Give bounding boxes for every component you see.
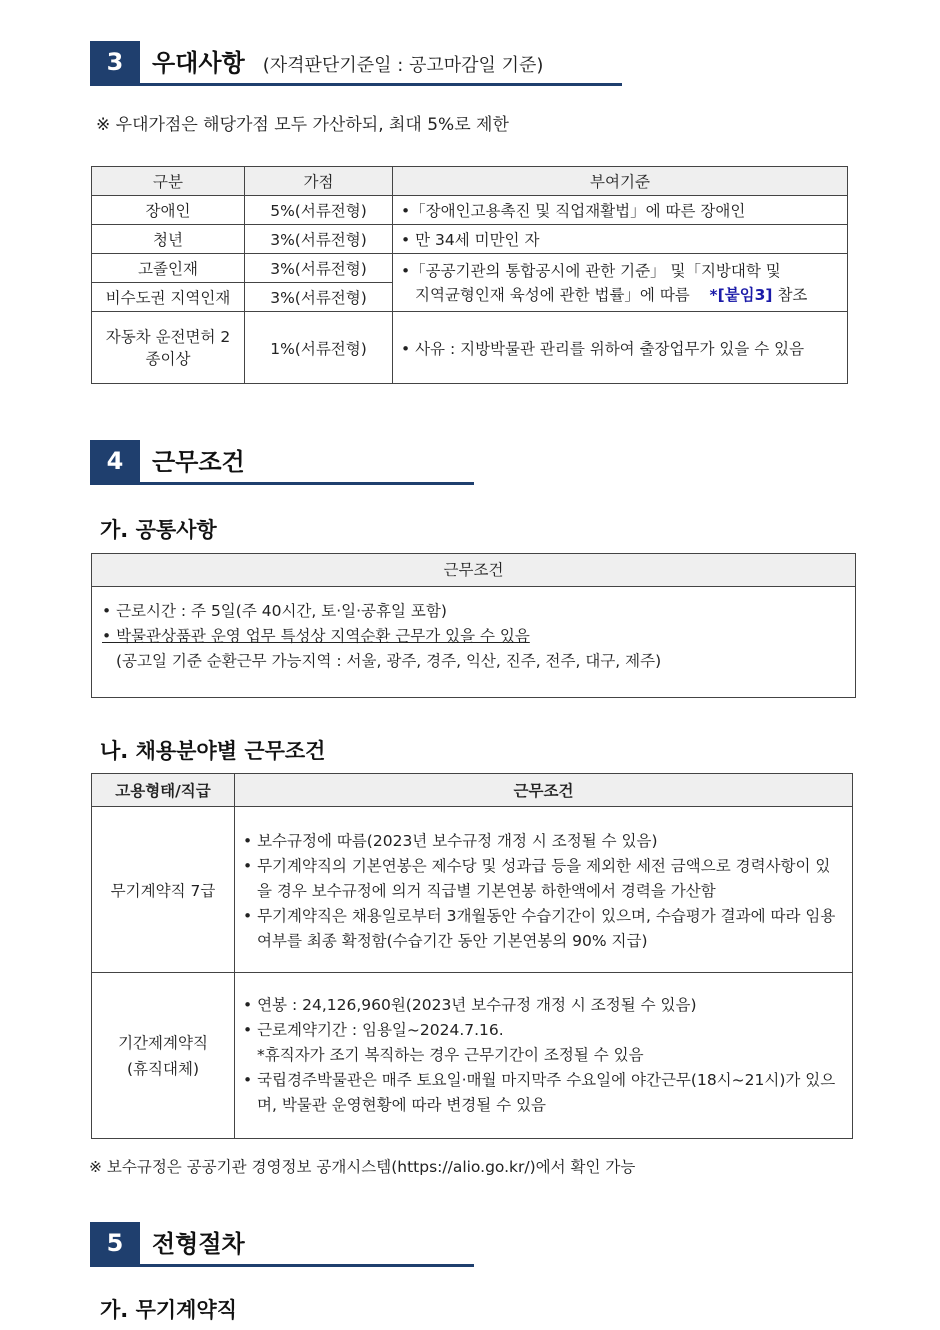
section-number: 3 xyxy=(90,41,140,83)
subheading-common: 가. 공통사항 xyxy=(100,518,217,542)
work-conditions-table xyxy=(91,773,853,1139)
section-title: 근무조건 xyxy=(152,448,245,476)
attachment-ref: *[붙임3] xyxy=(709,285,773,304)
col-header-points: 가점 xyxy=(245,167,393,196)
section-underline xyxy=(90,482,474,485)
section-underline xyxy=(90,83,622,86)
subheading-permanent: 가. 무기계약직 xyxy=(100,1298,238,1322)
list-item: • 보수규정에 따름(2023년 보수규정 개정 시 조정될 수 있음) xyxy=(243,832,658,850)
section-number: 5 xyxy=(90,1222,140,1264)
section-title: 우대사항 (자격판단기준일 : 공고마감일 기준) xyxy=(152,49,544,77)
list-item-subnote: *휴직자가 조기 복직하는 경우 근무기간이 조정될 수 있음 xyxy=(257,1046,644,1064)
table-row: 자동차 운전면허 2종이상 1%(서류전형) • 사유 : 지방박물관 관리를 위하여 출장업무가 있을 수 있음 xyxy=(92,312,848,384)
list-item: • 근로시간 : 주 5일(주 40시간, 토·일·공휴일 포함) xyxy=(102,602,447,620)
table-row: 기간제계약직 (휴직대체) • 연봉 : 24,126,960원(2023년 보수규정 개정 시 조정될 수 있음) • 근로계약기간 : 임용일~2024.7.16. *휴직자가 조기 복직하는 경우 근무기간이 조정될 수 있음 • 국립경주박물관은 매주 토요일·매월 마지막주 수요일에 야간근무(18시~21시)가 있으며, 박물관 운영현황에 따라 변경될 수 있음 xyxy=(92,973,853,1139)
section-subtitle: (자격판단기준일 : 공고마감일 기준) xyxy=(262,55,544,76)
list-item: • 박물관상품관 운영 업무 특성상 지역순환 근무가 있을 수 있음 xyxy=(102,627,530,645)
list-item: • 무기계약직의 기본연봉은 제수당 및 성과급 등을 제외한 세전 금액으로 경력사항이 있을 경우 보수규정에 의거 직급별 기본연봉 하한액에서 경력을 가산함 xyxy=(243,857,831,900)
table-row: 무기계약직 7급 • 보수규정에 따름(2023년 보수규정 개정 시 조정될 수 있음) • 무기계약직의 기본연봉은 제수당 및 성과급 등을 제외한 세전 금액으로 경력사항이 있을 경우 보수규정에 의거 직급별 기본연봉 하한액에서 경력을 가산함 • 무기계약직은 채용일로부터 3개월동안 수습기간이 있으며, 수습평가 결과에 따라 임용 여부를 최종 확정함(수습기간 동안 기본연봉의 90% 지급) xyxy=(92,807,853,973)
subheading-by-field: 나. 채용분야별 근무조건 xyxy=(100,739,326,763)
table-row: 청년 3%(서류전형) • 만 34세 미만인 자 xyxy=(92,225,848,254)
bonus-table xyxy=(91,166,848,384)
list-item: • 국립경주박물관은 매주 토요일·매월 마지막주 수요일에 야간근무(18시~21시)가 있으며, 박물관 운영현황에 따라 변경될 수 있음 xyxy=(243,1071,836,1114)
col-header-conditions: 근무조건 xyxy=(235,774,853,807)
col-header-category: 구분 xyxy=(92,167,245,196)
list-item: • 연봉 : 24,126,960원(2023년 보수규정 개정 시 조정될 수 있음) xyxy=(243,996,697,1014)
col-header-criteria: 부여기준 xyxy=(393,167,848,196)
merged-criteria: •「공공기관의 통합공시에 관한 기준」 및「지방대학 및 지역균형인재 육성에 관한 법률」에 따름 *[붙임3] 참조 xyxy=(393,254,848,312)
common-conditions-box xyxy=(91,553,856,698)
col-header-type: 고용형태/직급 xyxy=(92,774,235,807)
table-row: 장애인 5%(서류전형) •「장애인고용촉진 및 직업재활법」에 따른 장애인 xyxy=(92,196,848,225)
bonus-note: ※ 우대가점은 해당가점 모두 가산하되, 최대 5%로 제한 xyxy=(96,115,509,135)
section-number: 4 xyxy=(90,440,140,482)
list-item: • 근로계약기간 : 임용일~2024.7.16. xyxy=(243,1021,504,1039)
pay-footnote: ※ 보수규정은 공공기관 경영정보 공개시스템(https://alio.go.kr/)에서 확인 가능 xyxy=(89,1158,636,1176)
section-title: 전형절차 xyxy=(152,1230,245,1258)
table-row: 비수도권 지역인재 3%(서류전형) xyxy=(92,283,848,312)
list-item-extra: (공고일 기준 순환근무 가능지역 : 서울, 광주, 경주, 익산, 진주, 전주, 대구, 제주) xyxy=(116,652,662,670)
table-row: 고졸인재 3%(서류전형) •「공공기관의 통합공시에 관한 기준」 및「지방대학 및 지역균형인재 육성에 관한 법률」에 따름 *[붙임3] 참조 xyxy=(92,254,848,283)
list-item: • 무기계약직은 채용일로부터 3개월동안 수습기간이 있으며, 수습평가 결과에 따라 임용 여부를 최종 확정함(수습기간 동안 기본연봉의 90% 지급) xyxy=(243,907,836,950)
section-underline xyxy=(90,1264,474,1267)
box-header: 근무조건 xyxy=(92,554,855,587)
